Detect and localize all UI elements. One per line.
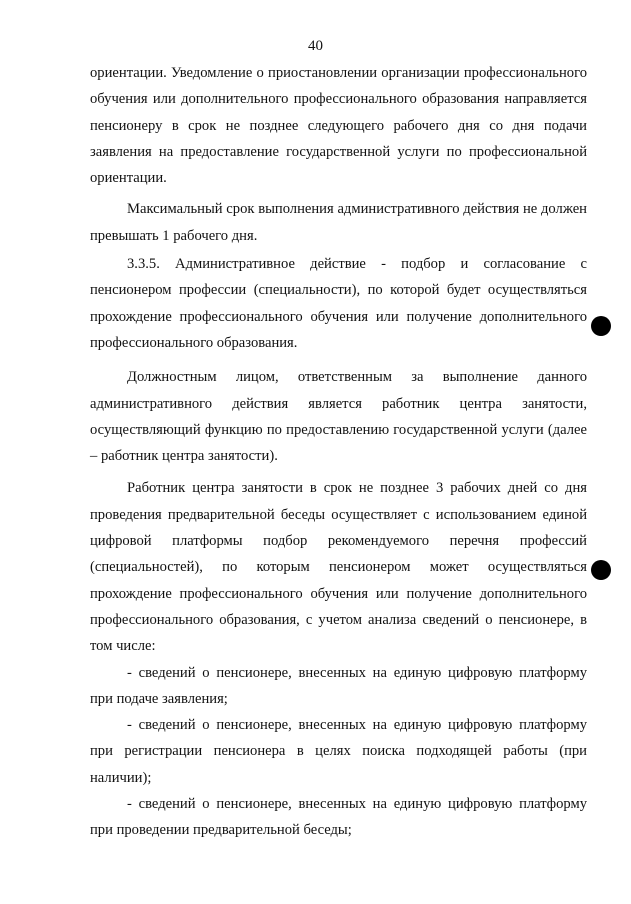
page-number: 40 (308, 38, 323, 54)
scan-binding-hole-mark (591, 560, 611, 580)
paragraph-responsible-official: Должностным лицом, ответственным за выполнение данного административного действия является работник центра занятости, осуществляющий функцию по предоставлению государственной услуги (далее – работник центра занятости). (90, 369, 587, 465)
document-body (90, 60, 587, 844)
list-item-application-data: - сведений о пенсионере, внесенных на единую цифровую платформу при подаче заявления; (90, 664, 587, 707)
list-item-registration-data: - сведений о пенсионере, внесенных на единую цифровую платформу при регистрации пенсионера в целях поиска подходящей работы (при наличии); (90, 717, 587, 786)
scan-binding-hole-mark (591, 316, 611, 336)
paragraph-employment-center-worker: Работник центра занятости в срок не позднее 3 рабочих дней со дня проведения предварительной беседы осуществляет с использованием единой цифровой платформы подбор рекомендуемого перечня профессий (специальностей), по которым пенсионером может осуществляться прохождение профессионального обучения или получение дополнительного профессионального образования, с учетом анализа сведений о пенсионере, в том числе: (90, 480, 587, 655)
paragraph-max-term: Максимальный срок выполнения административного действия не должен превышать 1 рабочего дня. (90, 201, 587, 244)
list-item-interview-data: - сведений о пенсионере, внесенных на единую цифровую платформу при проведении предварительной беседы; (90, 796, 587, 839)
paragraph-continuation: ориентации. Уведомление о приостановлении организации профессионального обучения или дополнительного профессионального образования направляется пенсионеру в срок не позднее следующего рабочего дня со дня подачи заявления на предоставление государственной услуги по профессиональной ориентации. (90, 65, 587, 187)
paragraph-section-3-3-5: 3.3.5. Административное действие - подбор и согласование с пенсионером профессии (специальности), по которой будет осуществляться прохождение профессионального обучения или получение дополнительного профессионального образования. (90, 256, 587, 351)
